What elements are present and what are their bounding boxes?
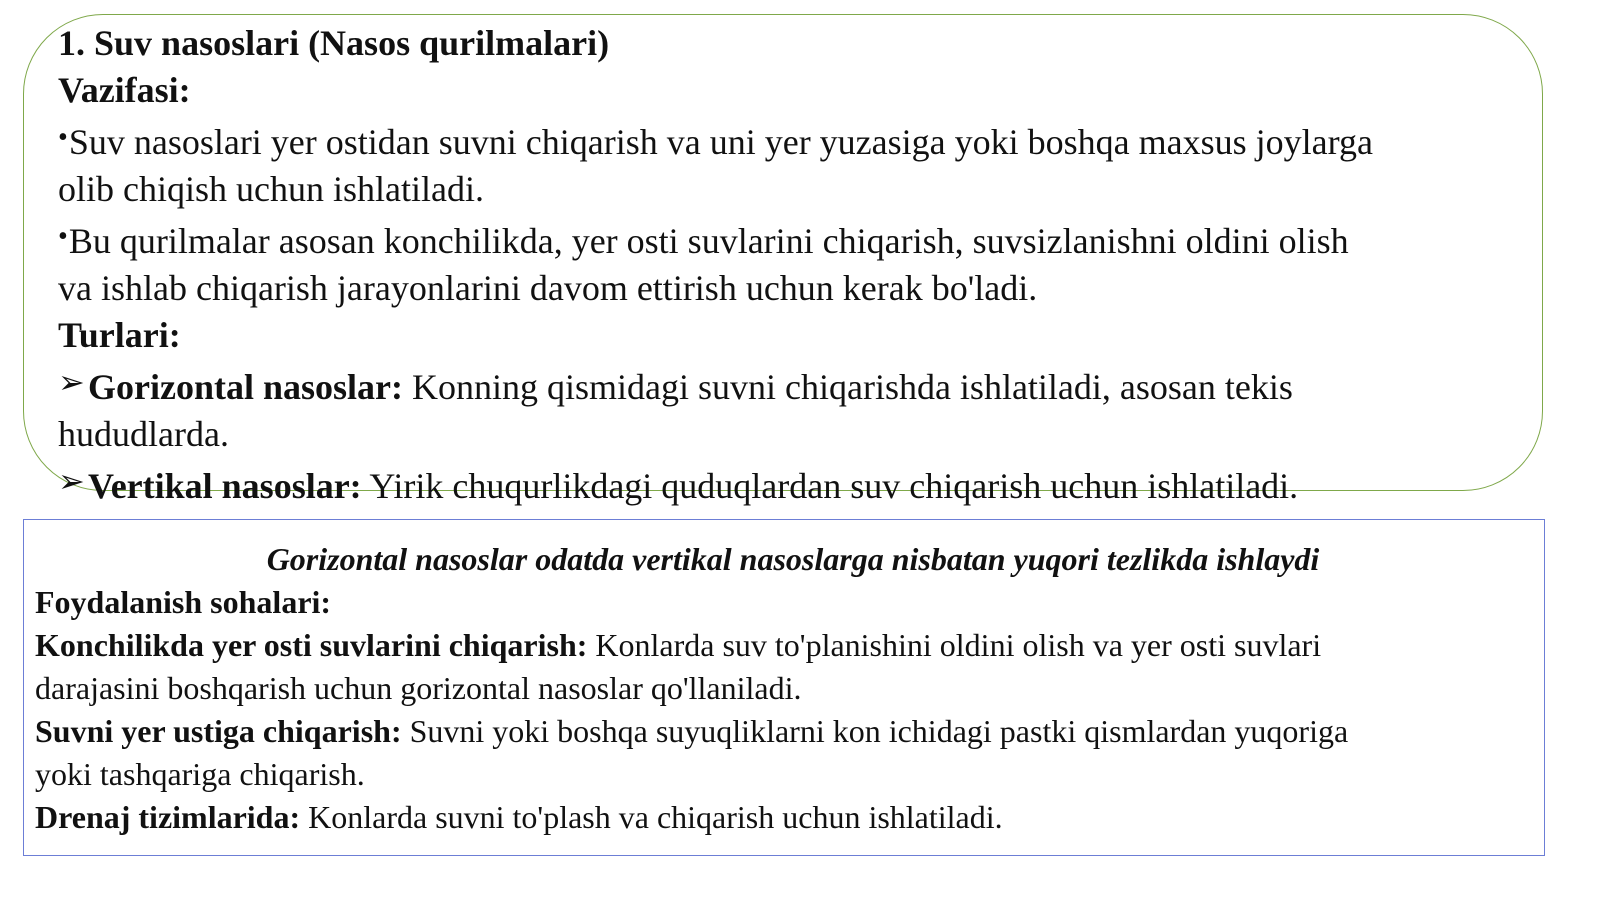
usage-desc: Konlarda suv to'planishini oldini olish va yer osti suvlari [587,627,1322,663]
type-item-horizontal-continuation: hududlarda. [58,414,229,454]
type-item-vertical [58,458,1518,510]
turlari-heading: Turlari: [58,315,181,355]
bullet-text-line1: Bu qurilmalar asosan konchilikda, yer osti suvlarini chiqarish, suvsizlanishni oldini olish [68,221,1349,261]
bullet-item-1 [58,114,1518,166]
vazifasi-heading: Vazifasi: [58,70,191,110]
usage-desc: Suvni yoki boshqa suyuqliklarni kon ichidagi pastki qismlardan yuqoriga [401,713,1349,749]
pump-info-content [58,20,1518,510]
bullet-item-2 [58,213,1518,265]
section-title: 1. Suv nasoslari (Nasos qurilmalari) [58,23,610,63]
usage-item-surface-continuation: yoki tashqariga chiqarish. [35,756,365,792]
bullet-text-line1: Suv nasoslari yer ostidan suvni chiqarish va uni yer yuzasiga yoki boshqa maxsus joylarga [68,122,1373,162]
type-term: Gorizontal nasoslar: [88,367,403,407]
type-desc: Yirik chuqurlikdagi quduqlardan suv chiqarish uchun ishlatiladi. [361,466,1299,506]
type-item-horizontal [58,359,1518,411]
type-term: Vertikal nasoslar: [88,466,362,506]
speed-note: Gorizontal nasoslar odatda vertikal nasoslarga nisbatan yuqori tezlikda ishlaydi [266,541,1320,577]
bullet-dot-icon: • [58,122,68,153]
usage-item-surface [35,710,1531,753]
usage-item-drainage [35,796,1531,839]
arrow-bullet-icon: ➢ [58,463,85,499]
arrow-bullet-icon: ➢ [58,364,85,400]
usage-term: Suvni yer ustiga chiqarish: [35,713,402,749]
bullet-item-1-continuation: olib chiqish uchun ishlatiladi. [58,169,484,209]
type-desc: Konning qismidagi suvni chiqarishda ishlatiladi, asosan tekis [402,367,1293,407]
usage-heading: Foydalanish sohalari: [35,584,332,620]
usage-term: Konchilikda yer osti suvlarini chiqarish: [35,627,588,663]
usage-item-mining [35,624,1531,667]
bullet-dot-icon: • [58,221,68,252]
usage-desc: Konlarda suvni to'plash va chiqarish uchun ishlatiladi. [300,799,1003,835]
usage-item-mining-continuation: darajasini boshqarish uchun gorizontal nasoslar qo'llaniladi. [35,670,802,706]
usage-term: Drenaj tizimlarida: [35,799,301,835]
usage-areas-content [35,538,1531,839]
bullet-item-2-continuation: va ishlab chiqarish jarayonlarini davom ettirish uchun kerak bo'ladi. [58,268,1038,308]
